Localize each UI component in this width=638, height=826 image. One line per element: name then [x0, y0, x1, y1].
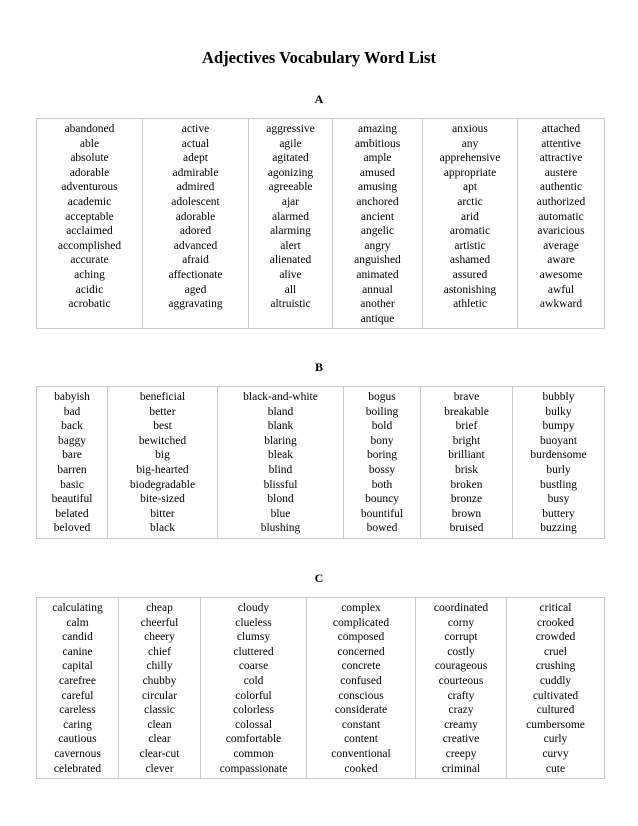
word-item: burdensome	[530, 449, 587, 462]
word-column	[416, 598, 507, 779]
word-item: courteous	[438, 674, 484, 687]
word-item: blue	[270, 507, 291, 520]
word-item: aggravating	[168, 298, 223, 311]
word-item: babyish	[54, 391, 90, 403]
word-item: conscious	[338, 689, 384, 702]
word-item: all	[284, 283, 297, 296]
word-item: concerned	[337, 645, 385, 658]
word-item: beloved	[53, 522, 91, 535]
word-item: alarmed	[271, 210, 310, 223]
word-item: bold	[371, 420, 393, 433]
word-item: athletic	[453, 298, 487, 311]
word-item: bulky	[545, 405, 572, 418]
section-letter-a: A	[314, 92, 324, 106]
word-item: academic	[67, 195, 112, 208]
word-item: belated	[55, 507, 89, 520]
word-item: careless	[59, 704, 96, 717]
word-column	[307, 598, 416, 779]
word-item: agreeable	[268, 181, 313, 194]
word-item: cumbersome	[526, 718, 585, 731]
word-item: antique	[360, 312, 395, 325]
word-item: comfortable	[225, 733, 282, 746]
word-item: bad	[63, 405, 81, 418]
word-item: boring	[366, 449, 398, 462]
word-item: calm	[66, 616, 89, 629]
word-item: agile	[279, 137, 302, 150]
word-item: cultured	[536, 704, 575, 717]
word-item: beautiful	[51, 493, 93, 506]
word-item: curvy	[542, 747, 569, 760]
word-item: authorized	[536, 195, 586, 208]
word-item: chilly	[146, 660, 173, 673]
word-item: cluttered	[233, 645, 274, 658]
word-item: ample	[363, 152, 392, 165]
word-item: bright	[452, 434, 481, 447]
word-item: boiling	[365, 405, 399, 418]
word-item: corrupt	[444, 631, 478, 644]
word-item: anxious	[452, 123, 488, 135]
word-item: annual	[362, 283, 393, 296]
word-item: candid	[62, 631, 93, 644]
word-item: common	[233, 747, 274, 760]
word-item: ancient	[360, 210, 395, 223]
word-item: blaring	[264, 434, 297, 447]
word-item: clear	[148, 733, 171, 746]
word-item: bouncy	[365, 493, 399, 506]
word-item: admired	[176, 181, 215, 194]
word-item: classic	[144, 704, 175, 717]
word-item: brilliant	[448, 449, 485, 462]
word-column	[513, 387, 605, 539]
word-item: bustling	[539, 478, 578, 491]
word-item: crazy	[448, 704, 474, 717]
word-column	[218, 387, 344, 539]
word-item: cavernous	[54, 747, 101, 760]
word-item: alive	[279, 268, 302, 281]
word-item: composed	[337, 631, 385, 644]
word-item: careful	[61, 689, 94, 702]
word-item: creepy	[445, 747, 477, 760]
section-letter-c: C	[314, 571, 324, 585]
word-column	[37, 598, 119, 779]
word-item: brisk	[455, 463, 478, 476]
word-item: altruistic	[270, 298, 311, 311]
word-column	[37, 387, 108, 539]
word-column	[37, 119, 143, 329]
word-item: alert	[280, 239, 301, 252]
word-item: celebrated	[53, 762, 102, 775]
word-item: angry	[364, 239, 391, 252]
word-item: cheery	[144, 631, 175, 644]
word-item: corny	[447, 616, 475, 629]
word-item: concrete	[341, 660, 381, 673]
word-item: burly	[546, 463, 571, 476]
word-table-c	[36, 597, 605, 779]
word-item: colorful	[235, 689, 272, 702]
word-table-b	[36, 386, 605, 539]
word-item: bleak	[268, 449, 293, 462]
word-item: able	[79, 137, 100, 150]
word-item: black-and-white	[243, 391, 318, 403]
word-item: colorless	[233, 704, 274, 717]
word-item: blank	[267, 420, 294, 433]
word-item: austere	[544, 166, 578, 179]
word-item: apprehensive	[439, 152, 501, 165]
word-item: back	[61, 420, 83, 433]
word-item: basic	[60, 478, 84, 491]
word-item: active	[181, 123, 210, 135]
word-item: clueless	[235, 616, 272, 629]
word-item: adored	[179, 225, 212, 238]
word-item: cruel	[544, 645, 567, 658]
word-item: afraid	[182, 254, 209, 267]
word-item: another	[360, 298, 395, 311]
word-item: amused	[359, 166, 396, 179]
word-item: artistic	[454, 239, 486, 252]
word-item: big-hearted	[136, 463, 189, 476]
word-item: biodegradable	[129, 478, 196, 491]
word-item: cautious	[58, 733, 97, 746]
word-item: both	[371, 478, 393, 491]
word-item: bossy	[368, 463, 396, 476]
word-item: bronze	[450, 493, 483, 506]
word-item: attractive	[539, 152, 583, 165]
word-item: bewitched	[138, 434, 187, 447]
word-item: acidic	[75, 283, 104, 296]
word-item: animated	[356, 268, 399, 281]
word-item: crooked	[536, 616, 575, 629]
word-item: confused	[340, 674, 382, 687]
word-item: agonizing	[267, 166, 314, 179]
word-item: authentic	[539, 181, 583, 194]
word-item: bitter	[150, 507, 175, 520]
word-table-a	[36, 118, 605, 329]
word-item: advanced	[173, 239, 218, 252]
word-item: breakable	[444, 405, 489, 418]
word-item: conventional	[331, 747, 391, 760]
word-item: bite-sized	[140, 493, 185, 506]
word-column	[507, 598, 605, 779]
word-item: brown	[451, 507, 482, 520]
word-item: arid	[461, 210, 479, 223]
word-item: awkward	[539, 298, 583, 311]
word-item: crafty	[447, 689, 475, 702]
word-item: bare	[62, 449, 82, 462]
table-row	[37, 119, 605, 329]
word-item: aching	[74, 268, 105, 281]
word-item: crushing	[535, 660, 576, 673]
word-item: complex	[341, 602, 381, 614]
word-item: alienated	[269, 254, 312, 267]
word-item: arctic	[457, 195, 483, 208]
word-column	[119, 598, 201, 779]
word-item: caring	[63, 718, 92, 731]
word-item: adorable	[175, 210, 216, 223]
word-item: ajar	[281, 195, 300, 208]
word-item: angelic	[360, 225, 395, 238]
word-item: crowded	[535, 631, 576, 644]
word-item: anchored	[356, 195, 399, 208]
word-item: adorable	[69, 166, 110, 179]
word-item: courageous	[434, 660, 488, 673]
word-item: broken	[450, 478, 483, 491]
word-item: cloudy	[237, 602, 270, 614]
word-item: astonishing	[443, 283, 497, 296]
word-item: awful	[547, 283, 575, 296]
word-item: cheap	[146, 602, 173, 614]
word-item: chief	[148, 645, 171, 658]
word-item: accurate	[70, 254, 109, 267]
word-item: compassionate	[219, 762, 288, 775]
word-item: busy	[547, 493, 570, 506]
word-item: creamy	[444, 718, 478, 731]
word-column	[421, 387, 513, 539]
table-row	[37, 598, 605, 779]
word-item: clumsy	[236, 631, 271, 644]
word-item: criminal	[441, 762, 481, 775]
word-item: bountiful	[360, 507, 404, 520]
word-item: automatic	[538, 210, 584, 223]
word-item: apt	[462, 181, 478, 194]
word-item: circular	[141, 689, 178, 702]
word-item: big	[155, 449, 170, 462]
section-letter-b: B	[314, 360, 323, 374]
word-item: agitated	[272, 152, 309, 165]
word-item: acclaimed	[66, 225, 113, 238]
word-column	[518, 119, 605, 329]
word-item: ambitious	[354, 137, 401, 150]
word-item: affectionate	[168, 268, 223, 281]
word-item: bruised	[449, 522, 484, 535]
word-item: beneficial	[139, 391, 186, 403]
word-item: bony	[370, 434, 394, 447]
word-item: avaricious	[537, 225, 585, 238]
word-item: aggressive	[266, 123, 315, 135]
word-item: amazing	[358, 123, 397, 135]
word-item: attached	[541, 123, 581, 135]
word-item: cold	[243, 674, 264, 687]
word-item: brave	[453, 391, 480, 403]
word-item: acrobatic	[68, 298, 111, 311]
word-item: cooked	[344, 762, 378, 775]
word-item: capital	[62, 660, 93, 673]
word-column	[249, 119, 333, 329]
word-item: aware	[547, 254, 575, 267]
word-item: coarse	[238, 660, 269, 673]
word-item: actual	[181, 137, 210, 150]
word-item: clean	[147, 718, 172, 731]
word-item: buoyant	[539, 434, 578, 447]
word-item: aromatic	[449, 225, 491, 238]
word-column	[333, 119, 423, 329]
word-item: absolute	[70, 152, 109, 165]
word-item: bubbly	[542, 391, 575, 403]
word-item: constant	[341, 718, 381, 731]
word-column	[344, 387, 421, 539]
word-item: adventurous	[61, 181, 118, 194]
word-item: acceptable	[65, 210, 114, 223]
word-item: alarming	[270, 225, 311, 238]
word-item: critical	[539, 602, 572, 614]
word-item: best	[153, 420, 172, 433]
word-item: complicated	[332, 616, 390, 629]
word-item: admirable	[172, 166, 219, 179]
word-column	[423, 119, 518, 329]
word-item: clever	[145, 762, 174, 775]
word-item: blissful	[263, 478, 298, 491]
word-item: coordinated	[433, 602, 489, 614]
word-item: creative	[442, 733, 480, 746]
word-item: cheerful	[140, 616, 179, 629]
word-item: assured	[452, 268, 488, 281]
word-column	[108, 387, 218, 539]
word-item: aged	[184, 283, 207, 296]
word-item: any	[461, 137, 479, 150]
word-item: awesome	[539, 268, 583, 281]
word-item: blond	[267, 493, 294, 506]
word-item: bowed	[366, 522, 398, 535]
word-item: blind	[268, 463, 293, 476]
word-item: colossal	[234, 718, 273, 731]
word-item: baggy	[57, 434, 87, 447]
word-item: bogus	[368, 391, 396, 403]
word-item: amusing	[358, 181, 397, 194]
word-item: buzzing	[540, 522, 577, 535]
word-item: cuddly	[539, 674, 572, 687]
word-item: buttery	[542, 507, 575, 520]
word-item: brief	[455, 420, 478, 433]
word-item: better	[149, 405, 176, 418]
word-item: black	[150, 522, 175, 535]
word-column	[201, 598, 307, 779]
word-item: cute	[545, 762, 566, 775]
word-item: anguished	[354, 254, 401, 267]
word-item: costly	[447, 645, 475, 658]
word-item: clear-cut	[139, 747, 180, 760]
word-item: bland	[267, 405, 294, 418]
word-item: considerate	[334, 704, 388, 717]
page-title: Adjectives Vocabulary Word List	[202, 48, 436, 67]
word-item: barren	[57, 463, 87, 476]
word-item: appropriate	[443, 166, 497, 179]
word-item: carefree	[58, 674, 96, 687]
word-item: ashamed	[449, 254, 491, 267]
word-item: bumpy	[542, 420, 575, 433]
word-column	[143, 119, 249, 329]
word-item: calculating	[52, 602, 103, 614]
word-item: adept	[183, 152, 208, 165]
word-item: content	[344, 733, 378, 746]
word-item: chubby	[142, 674, 177, 687]
word-item: adolescent	[171, 195, 220, 208]
word-item: cultivated	[532, 689, 579, 702]
word-item: attentive	[541, 137, 581, 150]
word-item: abandoned	[64, 123, 115, 135]
word-item: average	[543, 239, 579, 252]
word-item: curly	[543, 733, 568, 746]
word-item: blushing	[260, 522, 301, 535]
word-item: canine	[62, 645, 93, 658]
word-item: accomplished	[57, 239, 122, 252]
table-row	[37, 387, 605, 539]
